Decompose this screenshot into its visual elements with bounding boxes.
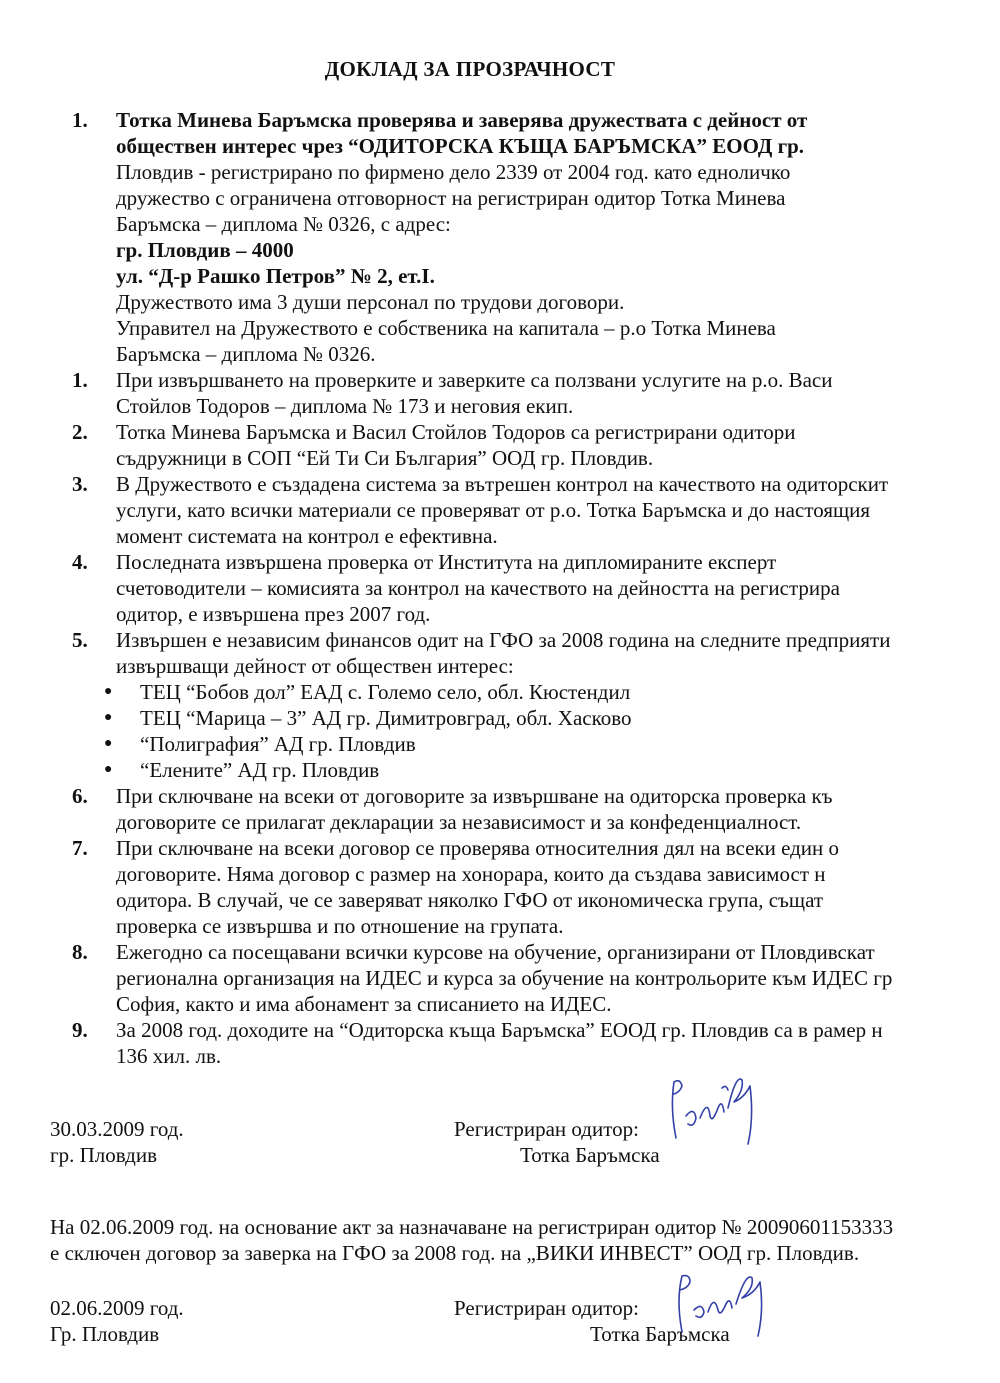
item-line: проверка се извършва и по отношение на групата. [116,914,564,938]
city-text: Гр. Пловдив [50,1322,160,1346]
bullet-item [104,757,960,783]
bullet-item [104,705,960,731]
bullet-text: ТЕЦ “Марица – 3” АД гр. Димитровград, обл. Хасково [140,706,632,730]
manager-text: Управител на Дружеството е собственика на капитала – р.о Тотка Минева [116,316,776,340]
item-line: Последната извършена проверка от Института на дипломираните експерт [116,550,777,574]
item1-line: обществен интерес чрез “ОДИТОРСКА КЪЩА БАРЪМСКА” ЕООД гр. [116,134,805,158]
item-line: 136 хил. лв. [116,1044,222,1068]
item-line: услуги, като всички материали се проверяват от р.о. Тотка Баръмска и до настоящия [116,498,871,522]
auditor-label: Регистриран одитор: [454,1296,639,1320]
signature-block-1 [50,1116,950,1168]
item-line: одитор, е извършена през 2007 год. [116,602,431,626]
item1-line: Баръмска – диплома № 0326, с адрес: [116,212,451,236]
paragraph-line: е сключен договор за заверка на ГФО за 2008 год. на „ВИКИ ИНВЕСТ” ООД гр. Пловдив. [50,1241,860,1265]
list-item [72,471,960,549]
list-item [72,627,960,679]
auditor-name: Тотка Баръмска [520,1143,660,1167]
item-line: одитора. В случай, че се заверяват няколко ГФО от икономическа група, същат [116,888,824,912]
paragraph-line: На 02.06.2009 год. на основание акт за назначаване на регистриран одитор № 20090601153333 [50,1215,894,1239]
auditor-name: Тотка Баръмска [590,1322,730,1346]
bullet-item [104,679,960,705]
list-item [72,1017,960,1069]
list-item [72,939,960,1017]
page-title: ДОКЛАД ЗА ПРОЗРАЧНОСТ [324,57,616,81]
item-number: 3. [72,472,88,496]
bullet-icon: ● [104,684,113,699]
item-number: 8. [72,940,88,964]
item-number: 7. [72,836,88,860]
bullet-text: ТЕЦ “Бобов дол” ЕАД с. Големо село, обл. Кюстендил [140,680,631,704]
item-number: 6. [72,784,88,808]
item1-line: Тотка Минева Баръмска проверява и заверява дружествата с дейност от [116,108,808,132]
city-text: гр. Пловдив [50,1143,157,1167]
list-item [72,549,960,627]
item-line: Стойлов Тодоров – диплома № 173 и неговия екип. [116,394,574,418]
item-line: договорите се прилагат декларации за независимост и за конфеденциалност. [116,810,802,834]
address-street: ул. “Д-р Рашко Петров” № 2, ет.I. [116,264,435,288]
item1-line: дружество с ограничена отговорност на регистриран одитор Тотка Минева [116,186,786,210]
item-number: 1. [72,108,88,132]
item-line: Тотка Минева Баръмска и Васил Стойлов Тодоров са регистрирани одитори [116,420,796,444]
list-item [72,835,960,939]
item-line: Извършен е независим финансов одит на ГФО за 2008 година на следните предприяти [116,628,891,652]
list-item [72,367,960,419]
list-item [72,783,960,835]
item-line: договорите. Няма договор с размер на хонорара, които да създава зависимост н [116,862,826,886]
signature-block-2 [50,1295,950,1347]
bullet-icon: ● [104,762,113,777]
item-line: регионална организация на ИДЕС и курса за обучение на контрольорите към ИДЕС гр [116,966,893,990]
handwritten-signature-1 [664,1068,768,1148]
contract-paragraph [50,1214,970,1266]
bullet-icon: ● [104,736,113,751]
item-number: 2. [72,420,88,444]
item-line: София, както и има абонамент за списанието на ИДЕС. [116,992,612,1016]
date-text: 30.03.2009 год. [50,1117,184,1141]
item-number: 1. [72,368,88,392]
item-line: При сключване на всеки от договорите за извършване на одиторска проверка къ [116,784,833,808]
item-number: 4. [72,550,88,574]
item-line: За 2008 год. доходите на “Одиторска къща Баръмска” ЕООД гр. Пловдив са в рамер н [116,1018,883,1042]
address-city: гр. Пловдив – 4000 [116,238,294,262]
manager-text: Баръмска – диплома № 0326. [116,342,376,366]
auditor-label: Регистриран одитор: [454,1117,639,1141]
item-line: При извършването на проверките и заверките са ползвани услугите на р.о. Васи [116,368,833,392]
item-line: извършващи дейност от обществен интерес: [116,654,514,678]
item-line: момент системата на контрол е ефективна. [116,524,498,548]
item-line: Ежегодно са посещавани всички курсове на обучение, организирани от Пловдивскат [116,940,875,964]
item-number: 5. [72,628,88,652]
staff-text: Дружеството има 3 души персонал по трудови договори. [116,290,625,314]
handwritten-signature-2 [668,1270,778,1340]
bullet-text: “Полиграфия” АД гр. Пловдив [140,732,416,756]
item-line: счетоводители – комисията за контрол на качеството на дейността на регистрира [116,576,840,600]
item-line: В Дружеството е създадена система за вътрешен контрол на качеството на одиторскит [116,472,889,496]
item-line: съдружници в СОП “Ей Ти Си България” ООД гр. Пловдив. [116,446,654,470]
list-item-1 [72,107,960,367]
date-text: 02.06.2009 год. [50,1296,184,1320]
item1-line: Пловдив - регистрирано по фирмено дело 2339 от 2004 год. като едноличко [116,160,791,184]
bullet-text: “Елените” АД гр. Пловдив [140,758,380,782]
bullet-icon: ● [104,710,113,725]
bullet-item [104,731,960,757]
report-body [72,107,960,1069]
item-line: При сключване на всеки договор се проверява относителния дял на всеки един о [116,836,840,860]
item-number: 9. [72,1018,88,1042]
list-item [72,419,960,471]
